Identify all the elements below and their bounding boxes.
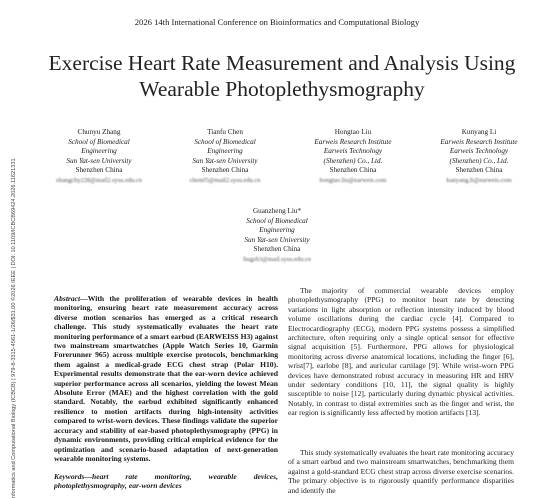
abstract: [54, 294, 278, 463]
author-affiliation: Earweis Technology: [323, 147, 383, 156]
keywords: [54, 472, 278, 491]
intro-paragraph-2: This study systematically evaluates the heart rate monitoring accuracy of a smart earbud and two mainstream smartwatches, benchmarking them against a gold-standard ECG chest strap across diverse exercise scenarios. The primary objective is to rigorously quantify performance disparities and identify the: [288, 448, 514, 495]
author-name: Kunyang Li: [461, 128, 497, 136]
author-affiliation: Engineering: [81, 147, 117, 156]
author-block: [288, 128, 418, 186]
author-block: [212, 207, 342, 265]
author-block: [160, 128, 290, 186]
author-email[interactable]: hongtao.liu@earweis.com: [319, 176, 387, 184]
author-affiliation: Earweis Technology: [449, 147, 509, 156]
author-location: Shenzhen China: [455, 166, 503, 175]
author-location: Shenzhen China: [201, 166, 249, 175]
conference-header: 2026 14th International Conference on Bioinformatics and Computational Biology: [134, 17, 420, 27]
author-affiliation: Engineering: [207, 147, 243, 156]
author-affiliation: Earweis Research Institute: [314, 137, 392, 146]
author-name: Tianfu Chen: [207, 128, 243, 136]
author-email[interactable]: zhangchy228@mail2.sysu.edu.cn: [56, 176, 142, 184]
author-affiliation: Engineering: [259, 226, 295, 235]
author-affiliation: Sun Yat-sen University: [192, 156, 258, 165]
author-affiliation: Earweis Research Institute: [440, 137, 518, 146]
author-affiliation: School of Biomedical: [194, 137, 256, 146]
keywords-text: —heart rate monitoring, wearable devices, photoplethysmography, ear-worn devices: [54, 472, 278, 491]
author-block: [34, 128, 164, 186]
intro-paragraph-1: The majority of commercial wearable devices employ photoplethysmography (PPG) to monitor heart rate by detecting variations in light absorption or reflection intensity induced by blood volume oscillations during the cardiac cycle [4]. Compared to Electrocardiography (ECG), modern PPG systems possess a simplified architecture, often requiring only a single optical sensor for effective signal acquisition [5]. Furthermore, PPG allows for physiological monitoring across diverse anatomical locations, including the finger [6], wrist[7], earlobe [8], and auricular cartilage [9]. While wrist-worn PPG devices have demonstrated robust accuracy in measuring HR and HRV under sedentary conditions [10, 11], the signal quality is highly susceptible to noise [12], particularly during dynamic physical activities. Notably, in contrast to distal extremities such as the finger and wrist, the ear region is significantly less affected by motion artifacts [13].: [288, 286, 514, 418]
author-name: Hongtao Liu: [334, 128, 372, 136]
author-affiliation: Sun Yat-sen University: [66, 156, 132, 165]
abstract-text: —With the proliferation of wearable devices in health monitoring, ensuring heart rate measurement accuracy across diverse motion scenarios has emerged as a critical research challenge. This study systematically evaluates the heart rate monitoring performance of a smart earbud (EARWEISS H3) against two mainstream smartwatches (Apple Watch Series 10, Garmin Forerunner 965) across multiple exercise protocols, benchmarking them against a medical-grade ECG chest strap (Polar H10). Experimental results demonstrate that the ear-worn device achieved superior performance across all scenarios, yielding the lowest Mean Absolute Error (MAE) and the highest correlation with the gold standard. Notably, the earbud exhibited significantly enhanced resilience to motion artifacts during high-intensity activities compared to wrist-worn devices. These findings validate the superior accuracy and stability of ear-based photoplethysmography (PPG) in dynamic environments, providing critical empirical evidence for the optimization and scenario-based adaptation of next-generation wearable monitoring systems.: [54, 294, 278, 463]
abstract-label: Abstract: [54, 294, 81, 303]
author-affiliation: School of Biomedical: [246, 216, 308, 225]
author-location: Shenzhen China: [75, 166, 123, 175]
author-affiliation: Sun Yat-sen University: [244, 235, 310, 244]
author-affiliation: (Shenzhen) Co., Ltd.: [449, 156, 509, 165]
paper-title: Exercise Heart Rate Measurement and Analysis Using Wearable Photoplethysmography: [48, 51, 516, 101]
author-affiliation: School of Biomedical: [68, 137, 130, 146]
author-affiliation: (Shenzhen) Co., Ltd.: [323, 156, 383, 165]
doi-sidebar: [3, 90, 17, 498]
author-block: [414, 128, 544, 186]
author-name: Guanzheng Liu*: [252, 207, 302, 215]
author-email[interactable]: kunyang.li@earweis.com: [446, 176, 512, 184]
author-location: Shenzhen China: [329, 166, 377, 175]
author-location: Shenzhen China: [253, 245, 301, 254]
keywords-label: Keywords: [54, 472, 85, 481]
author-email[interactable]: chentf5@mail2.sysu.edu.cn: [189, 176, 261, 184]
author-name: Chunyu Zhang: [77, 128, 121, 136]
doi-sidebar-text: nformatics and Computational Biology (ICBCB) | 979-8-3315-4561-1/26/$31.00 ©2026 IEEE | DOI: 10.1109/ICBCB69424.2026.11621331: [11, 158, 17, 498]
author-email[interactable]: liugzh3@mail.sysu.edu.cn: [243, 255, 311, 263]
